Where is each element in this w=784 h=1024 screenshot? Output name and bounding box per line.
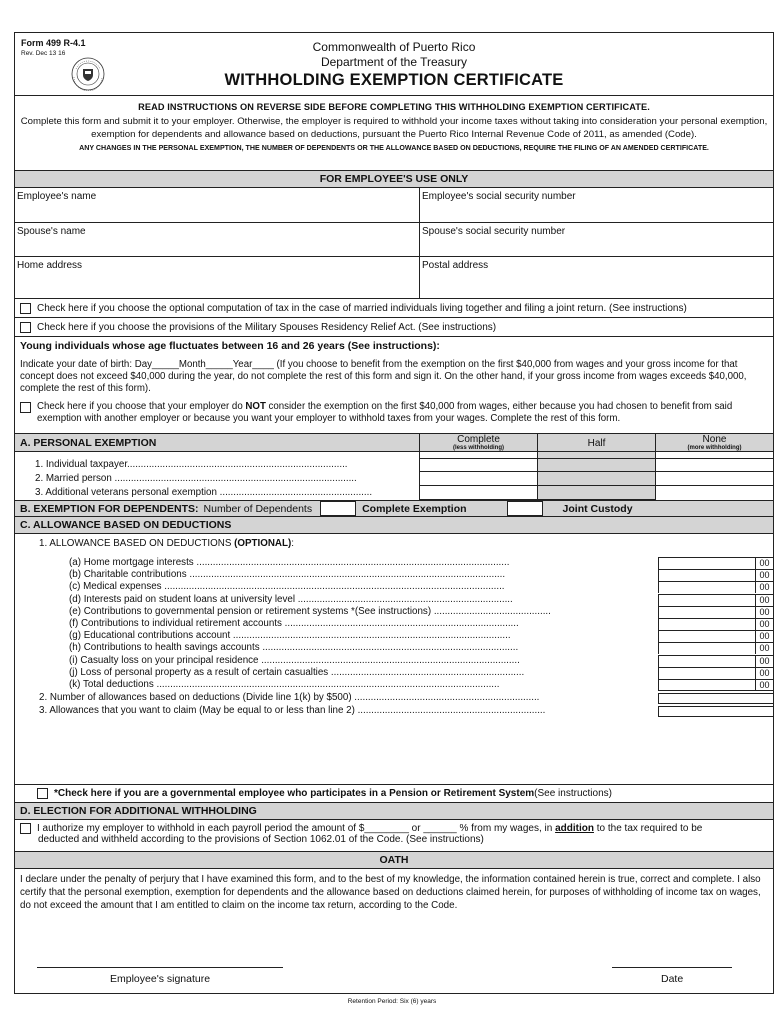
postal-address-field[interactable]: Postal address xyxy=(422,260,489,271)
retention-period: Retention Period: Six (6) years xyxy=(347,998,437,1005)
form-title: WITHHOLDING EXEMPTION CERTIFICATE xyxy=(224,71,564,89)
deduction-item-label: (g) Educational contributions account ...................................................................................................... xyxy=(69,630,511,642)
oath-text: I declare under the penalty of perjury that I have examined this form, and to the best of my knowledge, the information contained herein is true, correct and complete. I also certify that the personal exemption, exemption for dependents and the allowance based on deductions claimed herein, for purposes of withholding of income tax on wages, do not exceed the amount that I am entitled to claim on the income tax return, according to the Code. xyxy=(20,874,761,911)
section-b-title: B. EXEMPTION FOR DEPENDENTS: xyxy=(20,502,199,515)
deduction-cents: 00 xyxy=(755,618,773,630)
deduction-cents: 00 xyxy=(755,642,773,654)
married-none-cell[interactable] xyxy=(656,472,773,486)
married-complete-cell[interactable] xyxy=(420,472,538,486)
dependents-number-input[interactable] xyxy=(320,501,356,516)
section-a-row xyxy=(15,486,773,500)
deduction-item-label: (f) Contributions to individual retirement accounts ...................................................................................... xyxy=(69,618,519,629)
deduction-amount-field[interactable] xyxy=(658,630,773,642)
complete-exemption-label: Complete Exemption xyxy=(362,502,467,515)
deduction-cents: 00 xyxy=(755,569,773,581)
col-none xyxy=(656,434,773,451)
deductions-optional-bold: (OPTIONAL) xyxy=(234,538,292,549)
deduction-cents: 00 xyxy=(755,655,773,667)
section-a-row-label: 1. Individual taxpayer................................................................................. xyxy=(15,458,420,472)
individual-half-cell xyxy=(538,458,656,472)
withholding-form xyxy=(14,32,774,994)
section-a-row xyxy=(15,458,773,472)
deduction-item-label: (i) Casualty loss on your principal residence ............................................................................................... xyxy=(69,654,520,666)
employee-name-field[interactable]: Employee's name xyxy=(15,188,420,222)
deduction-amount-field[interactable] xyxy=(658,606,773,618)
section-a-header xyxy=(15,434,773,452)
section-a-row-label: 3. Additional veterans personal exemption ........................................................ xyxy=(15,486,420,500)
deduction-item-label: (b) Charitable contributions .................................................................................................................... xyxy=(69,569,506,581)
col-none-label: None xyxy=(702,434,727,445)
young-exemption-checkbox[interactable] xyxy=(20,402,31,413)
col-none-sub: (more withholding) xyxy=(687,445,742,451)
col-complete xyxy=(420,434,538,451)
section-d-title: D. ELECTION FOR ADDITIONAL WITHHOLDING xyxy=(15,803,773,820)
employee-use-band: FOR EMPLOYEE'S USE ONLY xyxy=(15,171,773,188)
deduction-amount-field[interactable] xyxy=(658,594,773,606)
address-row xyxy=(15,257,773,299)
deduction-amount-field[interactable] xyxy=(658,655,773,667)
young-check-row xyxy=(20,401,768,425)
date-label: Date xyxy=(661,973,684,985)
deductions-optional-line xyxy=(39,538,294,549)
employee-ssn-field[interactable]: Employee's social security number xyxy=(422,191,576,202)
deductions-section xyxy=(15,534,773,785)
allowances-claim-label: 3. Allowances that you want to claim (May be equal to or less than line 2) ..................................................................... xyxy=(39,704,546,716)
deduction-amount-field[interactable] xyxy=(658,642,773,654)
deduction-amount-field[interactable] xyxy=(658,557,773,569)
deduction-item-label: (j) Loss of personal property as a result of certain casualties ....................................................................... xyxy=(69,666,525,678)
commonwealth-line: Commonwealth of Puerto Rico xyxy=(312,40,476,54)
deduction-item-label: (h) Contributions to health savings accounts .............................................................................................. xyxy=(69,642,519,654)
military-checkbox[interactable] xyxy=(20,322,31,333)
revision-date: Rev. Dec 13 16 xyxy=(21,50,66,57)
deduction-amount-field[interactable] xyxy=(658,618,773,630)
young-check-text-pre: Check here if you choose that your employer do xyxy=(37,401,246,412)
deduction-item-label: (d) Interests paid on student loans at university level ............................................................................... xyxy=(69,593,513,605)
intro-section xyxy=(15,96,773,171)
deduction-cents: 00 xyxy=(755,606,773,618)
deduction-item-label: (e) Contributions to governmental pension or retirement systems *(See instructions) ........................................... xyxy=(69,605,551,617)
signature-line[interactable] xyxy=(37,967,283,968)
young-individuals-section xyxy=(15,337,773,434)
deduction-cents: 00 xyxy=(755,594,773,606)
deduction-cents: 00 xyxy=(755,679,773,691)
section-b-header xyxy=(15,500,773,517)
married-half-cell[interactable] xyxy=(538,472,656,486)
form-number: Form 499 R-4.1 xyxy=(21,38,86,48)
spouse-name-field[interactable]: Spouse's name xyxy=(15,223,420,256)
veterans-half-cell xyxy=(538,486,656,500)
young-birthdate-text: Indicate your date of birth: Day_____Month_____Year____ (If you choose to benefit from the exemption on the first $40,000 from wages and your gross income for that concept does not exceed $40,000 during the year, do not complete the rest of this form and sign it. On the other hand, if your gross income from wages exceeds $40,000, complete the rest of this form). xyxy=(20,359,747,394)
signature-label: Employee's signature xyxy=(110,973,211,985)
col-half: Half xyxy=(538,434,656,451)
governmental-checkbox[interactable] xyxy=(37,788,48,799)
individual-none-cell[interactable] xyxy=(656,458,773,472)
governmental-post: (See instructions) xyxy=(534,788,612,799)
deduction-cents: 00 xyxy=(755,667,773,679)
deductions-optional-post: : xyxy=(291,538,294,549)
deduction-cents: 00 xyxy=(755,557,773,569)
additional-withholding-section xyxy=(15,820,773,852)
optional-computation-label: Check here if you choose the optional computation of tax in the case of married individuals living together and filing a joint return. (See instructions) xyxy=(37,302,687,314)
deduction-amount-field[interactable] xyxy=(658,581,773,593)
dependents-number-label: Number of Dependents xyxy=(203,502,313,515)
deduction-amount-field[interactable] xyxy=(658,679,773,691)
withholding-text-line2: deducted and withheld according to the provisions of Section 1062.01 of the Code. (See instructions) xyxy=(38,834,484,845)
oath-title: OATH xyxy=(15,852,773,869)
individual-complete-cell[interactable] xyxy=(420,458,538,472)
home-address-field[interactable]: Home address xyxy=(15,257,420,298)
joint-custody-input[interactable] xyxy=(507,501,543,516)
read-instructions: READ INSTRUCTIONS ON REVERSE SIDE BEFORE COMPLETING THIS WITHHOLDING EXEMPTION CERTIFICATE. xyxy=(138,102,650,112)
withholding-addition: addition xyxy=(555,823,594,834)
allowances-claim-field[interactable] xyxy=(658,706,773,717)
joint-custody-label: Joint Custody xyxy=(562,502,633,515)
deduction-amount-field[interactable] xyxy=(658,667,773,679)
young-check-text-post: consider the exemption on the first $40,000 from wages, either because you had chosen to benefit from said exemption with another employer or because you want your employer to withhold taxes from your wages. Complete the rest of this form. xyxy=(37,401,733,424)
deduction-item-label: (a) Home mortgage interests ................................................................................................................... xyxy=(69,557,510,568)
governmental-employee-row xyxy=(15,785,773,803)
optional-computation-row xyxy=(15,299,773,318)
col-complete-label: Complete xyxy=(457,434,500,445)
spouse-row xyxy=(15,223,773,257)
veterans-complete-cell[interactable] xyxy=(420,486,538,500)
deduction-item-label: (c) Medical expenses ............................................................................................................................. xyxy=(69,581,505,593)
military-row xyxy=(15,318,773,337)
withholding-text-pre: I authorize my employer to withhold in each payroll period the amount of $________ or ______ % from my wages, in xyxy=(37,823,556,834)
date-line[interactable] xyxy=(612,967,732,968)
deductions-optional-pre: 1. ALLOWANCE BASED ON DEDUCTIONS xyxy=(39,538,235,549)
section-c-title: C. ALLOWANCE BASED ON DEDUCTIONS xyxy=(15,517,773,534)
deduction-cents: 00 xyxy=(755,630,773,642)
section-a-title: A. PERSONAL EXEMPTION xyxy=(15,434,420,451)
names-row xyxy=(15,188,773,223)
deduction-item-label: (k) Total deductions .............................................................................................................................. xyxy=(69,679,500,690)
section-a-row-label: 2. Married person ......................................................................................... xyxy=(15,472,420,486)
additional-withholding-checkbox[interactable] xyxy=(20,823,31,834)
spouse-ssn-field[interactable]: Spouse's social security number xyxy=(422,226,566,237)
department-line: Department of the Treasury xyxy=(320,55,468,69)
veterans-none-cell[interactable] xyxy=(656,486,773,500)
allowances-number-field[interactable] xyxy=(658,693,773,704)
withholding-text-post: to the tax required to be xyxy=(593,823,703,834)
governmental-label: *Check here if you are a governmental employee who participates in a Pension or Retirement System xyxy=(54,788,535,799)
deduction-cents: 00 xyxy=(755,581,773,593)
form-header xyxy=(15,33,773,96)
col-complete-sub: (less withholding) xyxy=(453,445,504,451)
allowances-number-label: 2. Number of allowances based on deductions (Divide line 1(k) by $500) .................................................................... xyxy=(39,692,540,704)
young-heading: Young individuals whose age fluctuates between 16 and 26 years (See instructions): xyxy=(20,340,440,352)
intro-paragraph: Complete this form and submit it to your employer. Otherwise, the employer is required to withhold your income taxes without taking into consideration your personal exemption, exemption for dependents and allowance based on deductions, pursuant the Puerto Rico Internal Revenue Code of 2011, as amended (Code). xyxy=(20,116,768,140)
optional-computation-checkbox[interactable] xyxy=(20,303,31,314)
deduction-amount-field[interactable] xyxy=(658,569,773,581)
military-label: Check here if you choose the provisions of the Military Spouses Residency Relief Act. (See instructions) xyxy=(37,321,497,333)
amended-notice: ANY CHANGES IN THE PERSONAL EXEMPTION, THE NUMBER OF DEPENDENTS OR THE ALLOWANCE BASED ON DEDUCTIONS, REQUIRE THE FILING OF AN AMENDED CERTIFICATE. xyxy=(79,144,709,152)
young-check-not: NOT xyxy=(245,401,266,412)
section-a-row xyxy=(15,472,773,486)
